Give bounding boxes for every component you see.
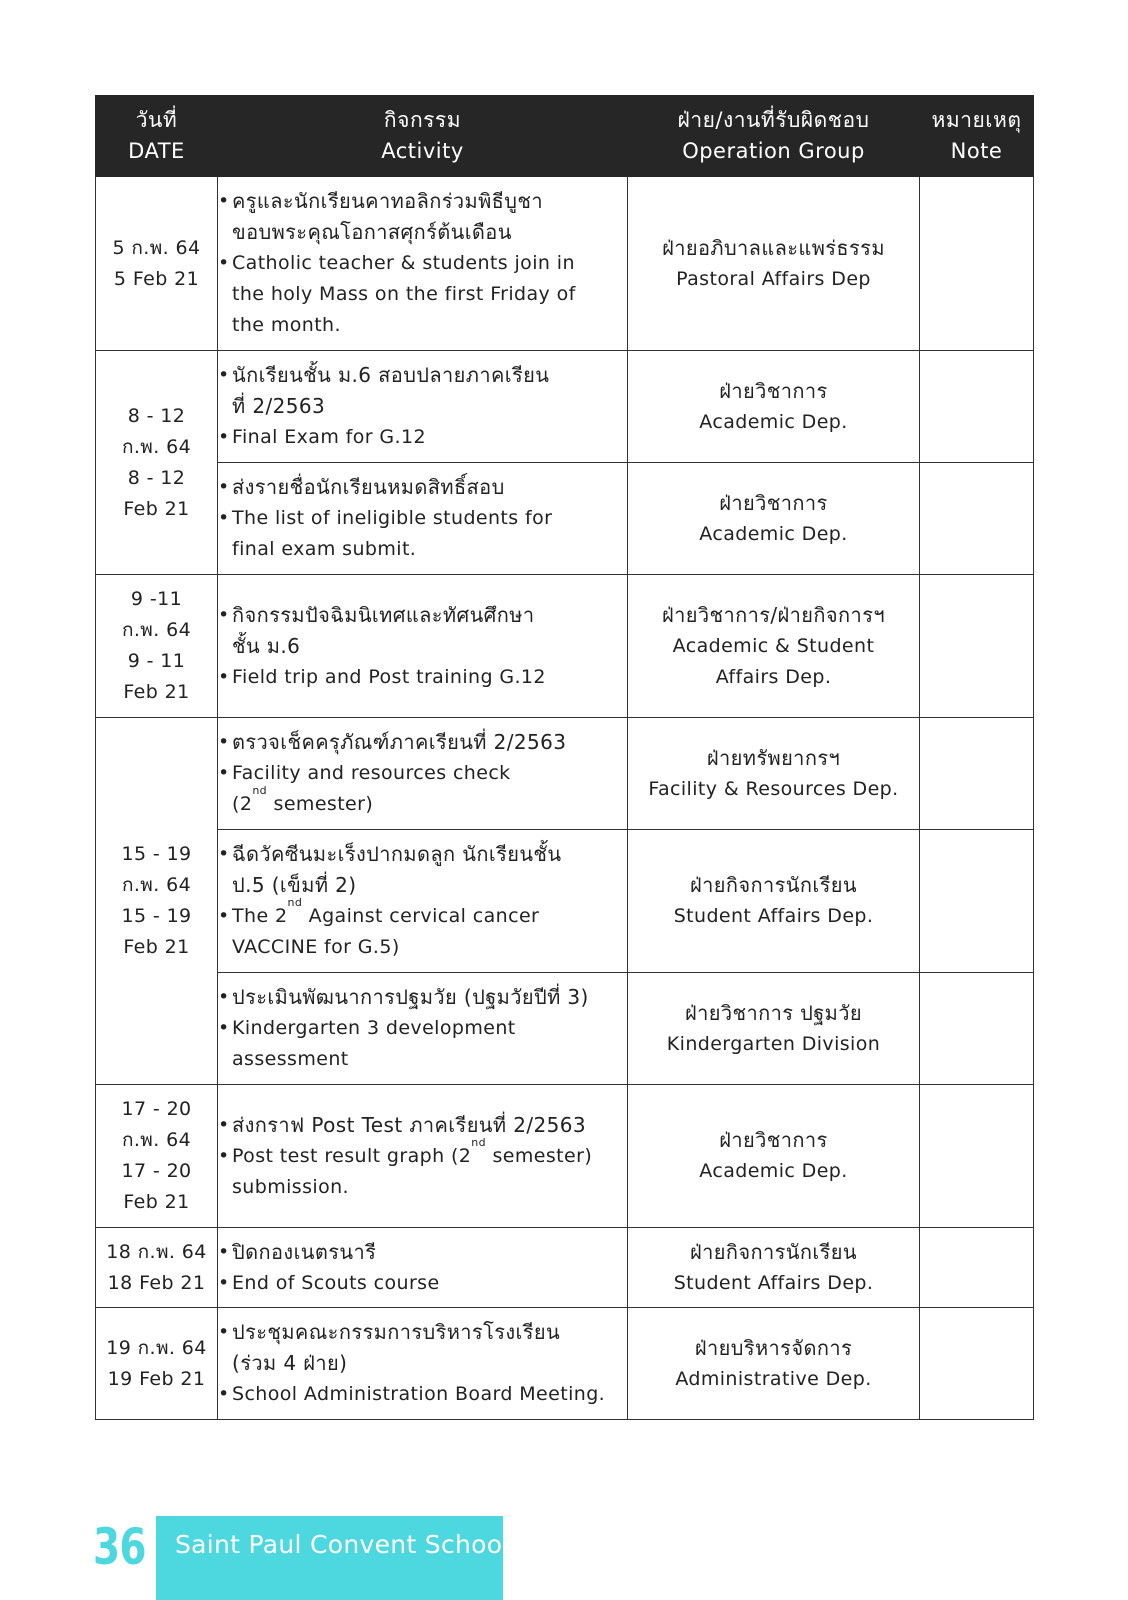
activity-line: Post test result graph (2nd semester) [232, 1135, 593, 1167]
operation-group-cell [628, 463, 920, 575]
activity-cell [218, 1085, 628, 1228]
activity-cell [218, 830, 628, 973]
activity-cell [218, 351, 628, 463]
bullet-text [232, 1013, 627, 1075]
activity-line: School Administration Board Meeting. [232, 1383, 606, 1405]
activity-line: ขอบพระคุณโอกาสศุกร์ต้นเดือน [232, 220, 512, 244]
bullet-icon: • [218, 1383, 230, 1405]
bullet-icon: • [218, 364, 230, 386]
table-row [96, 718, 1034, 830]
bullet-icon: • [218, 1240, 230, 1263]
operation-group-line: Academic Dep. [699, 522, 848, 545]
activity-line: ฉีดวัคซีนมะเร็งปากมดลูก นักเรียนชั้น [232, 842, 562, 866]
table-row [96, 1228, 1034, 1308]
activity-line: ชั้น ม.6 [232, 633, 301, 658]
operation-group-line: Student Affairs Dep. [673, 905, 874, 927]
activity-line: submission. [232, 1175, 349, 1198]
date-cell [96, 1085, 218, 1228]
activity-bullet [218, 600, 627, 662]
activity-bullet [218, 1013, 627, 1075]
activity-cell [218, 973, 628, 1085]
operation-group-line: Facility & Resources Dep. [648, 777, 899, 800]
operation-group-cell [628, 973, 920, 1085]
operation-group-line: ฝ่ายกิจการนักเรียน [690, 873, 857, 897]
date-cell [96, 718, 218, 1085]
activity-bullet [218, 662, 627, 693]
ordinal-suffix: nd [471, 1135, 487, 1149]
note-cell [920, 1228, 1034, 1308]
bullet-text [232, 1110, 627, 1141]
header-group-en: Operation Group [682, 139, 865, 163]
date-line: 5 ก.พ. 64 [112, 236, 201, 259]
date-line: ก.พ. 64 [121, 874, 192, 896]
date-line: 15 - 19 [121, 905, 192, 927]
operation-group-line: ฝ่ายอภิบาลและแพร่ธรรม [662, 235, 885, 260]
date-line: 17 - 20 [121, 1098, 192, 1120]
activity-line: assessment [232, 1048, 349, 1070]
operation-group-cell [628, 1085, 920, 1228]
operation-group-line: ฝ่ายวิชาการ [719, 490, 828, 515]
table-row [96, 1085, 1034, 1228]
operation-group-line: Administrative Dep. [675, 1367, 872, 1390]
activity-line: Catholic teacher & students join in [232, 252, 575, 274]
bullet-icon: • [218, 507, 230, 529]
school-name-band [156, 1516, 510, 1600]
operation-group-line: Pastoral Affairs Dep [676, 267, 871, 290]
note-cell [920, 177, 1034, 351]
activity-bullet [218, 727, 627, 758]
bullet-text [232, 360, 627, 422]
activity-bullet [218, 248, 627, 341]
note-cell [920, 718, 1034, 830]
bullet-text [232, 248, 627, 341]
activity-cell [218, 718, 628, 830]
activity-bullet [218, 758, 627, 820]
activity-line: ตรวจเช็คครุภัณฑ์ภาคเรียนที่ 2/2563 [232, 730, 567, 754]
operation-group-line: ฝ่ายวิชาการ [719, 1128, 828, 1152]
operation-group-line: Academic & Student [672, 634, 875, 657]
activity-line: VACCINE for G.5) [232, 936, 400, 958]
activity-bullet [218, 1110, 627, 1141]
header-date [96, 96, 218, 177]
activity-cell [218, 463, 628, 575]
header-note-th: หมายเหตุ [931, 108, 1022, 132]
note-cell [920, 575, 1034, 718]
operation-group-line: Academic Dep. [699, 410, 848, 433]
header-note [920, 96, 1034, 177]
operation-group-cell [628, 575, 920, 718]
header-date-th: วันที่ [135, 108, 178, 132]
activity-cell [218, 1228, 628, 1308]
activity-line: ส่งรายชื่อนักเรียนหมดสิทธิ์สอบ [232, 475, 505, 499]
bullet-text [232, 662, 627, 693]
bullet-text [232, 600, 627, 662]
activity-line: (ร่วม 4 ฝ่าย) [232, 1351, 348, 1375]
bullet-icon: • [218, 1271, 230, 1294]
note-cell [920, 1085, 1034, 1228]
date-cell [96, 177, 218, 351]
bullet-text [232, 982, 627, 1013]
date-cell [96, 1228, 218, 1308]
bullet-icon: • [218, 603, 230, 626]
activity-bullet [218, 503, 627, 565]
date-cell [96, 351, 218, 575]
bullet-icon: • [218, 1113, 230, 1136]
activity-line: End of Scouts course [232, 1271, 440, 1294]
activity-bullet [218, 472, 627, 503]
activity-line: (2nd semester) [232, 784, 374, 815]
note-cell [920, 351, 1034, 463]
activity-bullet [218, 422, 627, 453]
activity-bullet [218, 1379, 627, 1410]
activity-line: The 2nd Against cervical cancer [232, 896, 540, 927]
date-line: 8 - 12 [127, 466, 186, 489]
table-row [96, 463, 1034, 575]
activity-cell [218, 177, 628, 351]
header-note-en: Note [950, 139, 1003, 163]
header-activity-th: กิจกรรม [383, 108, 462, 132]
operation-group-line: ฝ่ายบริหารจัดการ [694, 1335, 853, 1360]
bullet-text [232, 186, 627, 248]
activity-bullet [218, 1237, 627, 1268]
date-line: Feb 21 [123, 936, 190, 958]
operation-group-line: ฝ่ายวิชาการ [719, 378, 828, 403]
activity-bullet [218, 896, 627, 963]
date-line: 9 - 11 [127, 650, 186, 672]
date-line: ก.พ. 64 [121, 1129, 192, 1151]
bullet-text [232, 758, 627, 820]
activity-line: final exam submit. [232, 538, 417, 560]
header-date-en: DATE [128, 139, 185, 163]
page-number: 36 [93, 1518, 146, 1576]
date-line: Feb 21 [123, 1191, 190, 1213]
activity-line: The list of ineligible students for [232, 507, 553, 529]
operation-group-line: Student Affairs Dep. [673, 1271, 874, 1294]
header-group-th: ฝ่าย/งานที่รับผิดชอบ [677, 108, 870, 132]
bullet-icon: • [218, 1017, 230, 1039]
table-row [96, 830, 1034, 973]
header-activity [218, 96, 628, 177]
operation-group-cell [628, 351, 920, 463]
bullet-text [232, 1379, 627, 1410]
table-row [96, 177, 1034, 351]
note-cell [920, 830, 1034, 973]
date-line: Feb 21 [123, 681, 190, 703]
bullet-text [232, 472, 627, 503]
operation-group-line: Kindergarten Division [666, 1032, 881, 1055]
note-cell [920, 1308, 1034, 1420]
bullet-icon: • [218, 252, 230, 274]
bullet-icon: • [218, 986, 230, 1008]
date-line: 15 - 19 [121, 843, 192, 865]
date-line: 9 -11 [130, 588, 183, 610]
table-row [96, 1308, 1034, 1420]
date-cell [96, 1308, 218, 1420]
bullet-text [232, 1135, 627, 1203]
bullet-icon: • [218, 1321, 230, 1343]
date-line: ก.พ. 64 [121, 619, 192, 641]
activity-bullet [218, 186, 627, 248]
bullet-icon: • [218, 190, 230, 212]
operation-group-line: ฝ่ายกิจการนักเรียน [690, 1239, 857, 1264]
bullet-icon: • [218, 905, 230, 927]
date-line: 8 - 12 [127, 404, 186, 427]
bullet-text [232, 1317, 627, 1379]
operation-group-line: Academic Dep. [699, 1160, 848, 1182]
activity-line: Final Exam for G.12 [232, 426, 426, 448]
activity-line: ครูและนักเรียนคาทอลิกร่วมพิธีบูชา [232, 189, 543, 213]
header-activity-en: Activity [381, 139, 464, 163]
operation-group-line: Affairs Dep. [715, 665, 832, 688]
table-row [96, 351, 1034, 463]
activity-bullet [218, 1268, 627, 1299]
bullet-text [232, 1237, 627, 1268]
bullet-icon: • [218, 476, 230, 498]
bullet-icon: • [218, 762, 230, 784]
operation-group-line: ฝ่ายวิชาการ/ฝ่ายกิจการฯ [662, 602, 885, 627]
bullet-text [232, 727, 627, 758]
date-line: 17 - 20 [121, 1160, 192, 1182]
bullet-icon: • [218, 1144, 230, 1167]
operation-group-line: ฝ่ายวิชาการ ปฐมวัย [684, 1000, 862, 1025]
activity-bullet [218, 1135, 627, 1203]
activity-line: ส่งกราฟ Post Test ภาคเรียนที่ 2/2563 [232, 1112, 586, 1137]
activity-line: ประเมินพัฒนาการปฐมวัย (ปฐมวัยปีที่ 3) [232, 985, 589, 1009]
operation-group-cell [628, 718, 920, 830]
activity-bullet [218, 982, 627, 1013]
operation-group-cell [628, 1228, 920, 1308]
schedule-body [96, 177, 1034, 1420]
activity-cell [218, 575, 628, 718]
operation-group-line: ฝ่ายทรัพยากรฯ [706, 745, 841, 770]
schedule-table [95, 95, 1034, 1420]
date-line: 18 ก.พ. 64 [106, 1240, 207, 1263]
activity-line: นักเรียนชั้น ม.6 สอบปลายภาคเรียน [232, 363, 550, 387]
operation-group-cell [628, 177, 920, 351]
note-cell [920, 973, 1034, 1085]
activity-line: Field trip and Post training G.12 [232, 665, 546, 688]
bullet-text [232, 896, 627, 963]
activity-line: กิจกรรมปัจฉิมนิเทศและทัศนศึกษา [232, 602, 535, 627]
activity-line: the holy Mass on the first Friday of [232, 283, 576, 305]
activity-cell [218, 1308, 628, 1420]
activity-bullet [218, 839, 627, 901]
bullet-text [232, 1268, 627, 1299]
ordinal-suffix: nd [287, 896, 303, 909]
activity-line: Kindergarten 3 development [232, 1017, 516, 1039]
date-line: 18 Feb 21 [107, 1271, 206, 1294]
bullet-icon: • [218, 426, 230, 448]
date-cell [96, 575, 218, 718]
activity-line: ป.5 (เข็มที่ 2) [232, 873, 357, 897]
activity-line: ประชุมคณะกรรมการบริหารโรงเรียน [232, 1320, 561, 1344]
date-line: Feb 21 [123, 497, 190, 520]
bullet-icon: • [218, 843, 230, 865]
date-line: 19 ก.พ. 64 [106, 1336, 207, 1359]
ordinal-suffix: nd [252, 784, 268, 797]
bullet-icon: • [218, 731, 230, 753]
header-group [628, 96, 920, 177]
table-row [96, 575, 1034, 718]
table-row [96, 973, 1034, 1085]
bullet-text [232, 503, 627, 565]
bullet-icon: • [218, 665, 230, 688]
activity-bullet [218, 360, 627, 422]
activity-line: ปิดกองเนตรนารี [232, 1239, 377, 1264]
school-name: Saint Paul Convent School [175, 1530, 510, 1559]
date-line: 19 Feb 21 [107, 1367, 206, 1390]
date-line: 5 Feb 21 [113, 267, 200, 290]
activity-line: the month. [232, 314, 341, 336]
activity-line: Facility and resources check [232, 762, 511, 784]
activity-line: ที่ 2/2563 [232, 394, 326, 418]
operation-group-cell [628, 1308, 920, 1420]
operation-group-cell [628, 830, 920, 973]
date-line: ก.พ. 64 [121, 435, 192, 458]
note-cell [920, 463, 1034, 575]
bullet-text [232, 839, 627, 901]
bullet-text [232, 422, 627, 453]
activity-bullet [218, 1317, 627, 1379]
table-header-row [96, 96, 1034, 177]
